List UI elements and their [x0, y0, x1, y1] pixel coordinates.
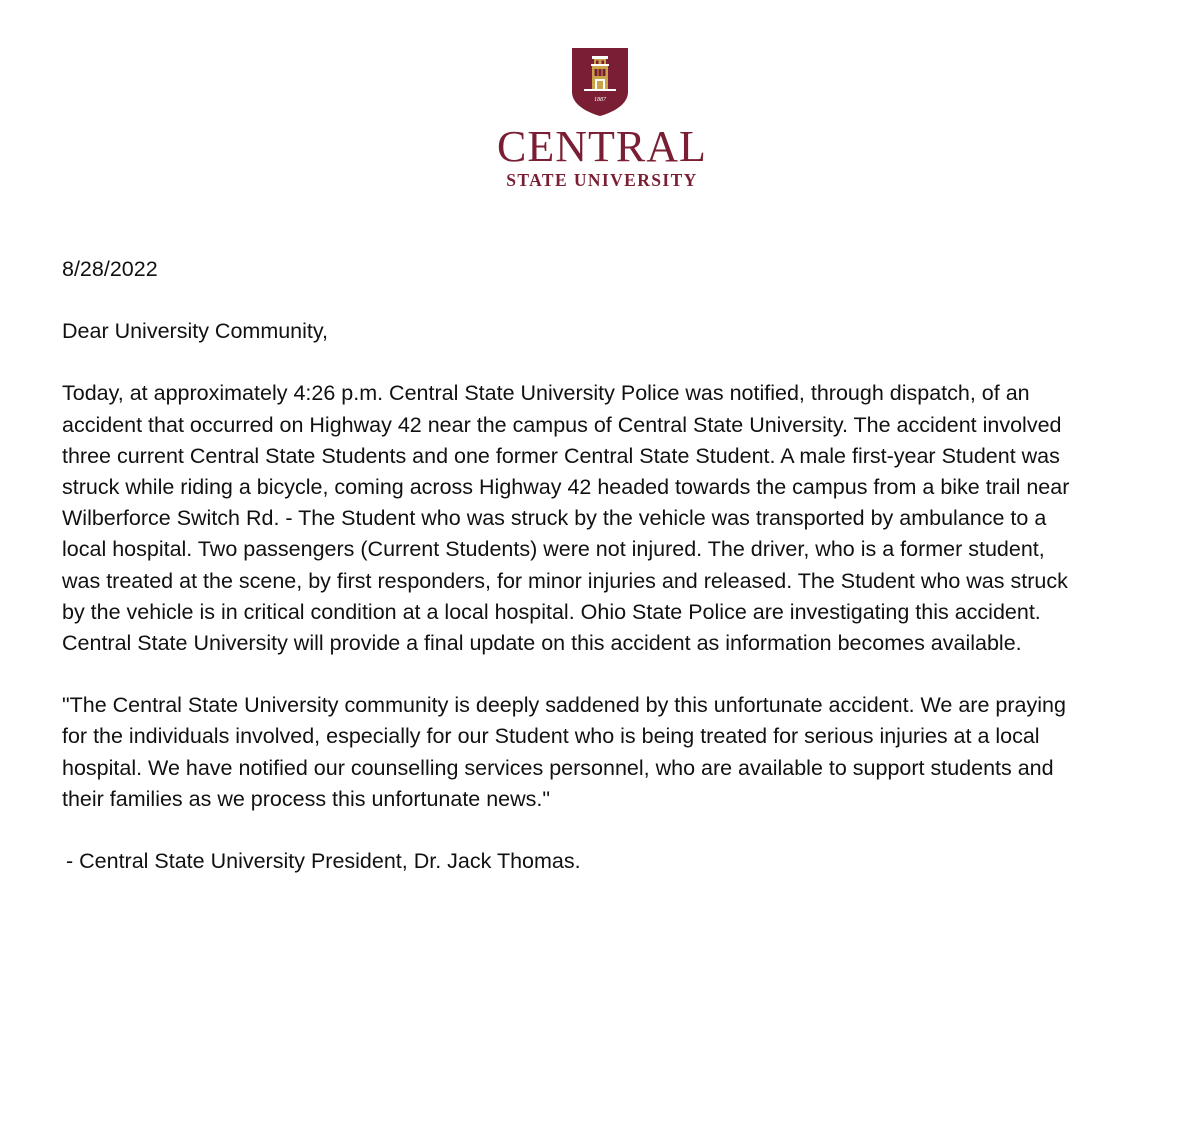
president-quote: "The Central State University community is deeply saddened by this unfortunate accident. We are praying for the individuals involved, especially for our Student who is being treated for serious injuries at a local hospital. We have notified our counselling services personnel, who are available to support students and their families as we process this unfortunate news." [62, 693, 1066, 811]
university-seal-logo [570, 46, 630, 118]
university-wordmark: CENTRAL [497, 122, 707, 171]
letter-salutation: Dear University Community, [62, 319, 329, 344]
letter-body [62, 254, 1072, 877]
letter-date: 8/28/2022 [62, 257, 158, 281]
seal-year: 1887 [594, 97, 606, 103]
letterhead [0, 46, 1200, 190]
letter-paragraph: Today, at approximately 4:26 p.m. Central State University Police was notified, through dispatch, of an accident that occurred on Highway 42 near the campus of Central State University. The accident involved three current Central State Students and one former Central State Student. A male first-year Student was struck while riding a bicycle, coming across Highway 42 headed towards the campus from a bike trail near Wilberforce Switch Rd. - The Student who was struck by the vehicle was transported by ambulance to a local hospital. Two passengers (Current Students) were not injured. The driver, who is a former student, was treated at the scene, by first responders, for minor injuries and released. The Student who was struck by the vehicle is in critical condition at a local hospital. Ohio State Police are investigating this accident. Central State University will provide a final update on this accident as information becomes available. [62, 381, 1070, 656]
university-subwordmark: STATE UNIVERSITY [506, 170, 698, 190]
letter-signature: - Central State University President, Dr. Jack Thomas. [66, 849, 581, 874]
